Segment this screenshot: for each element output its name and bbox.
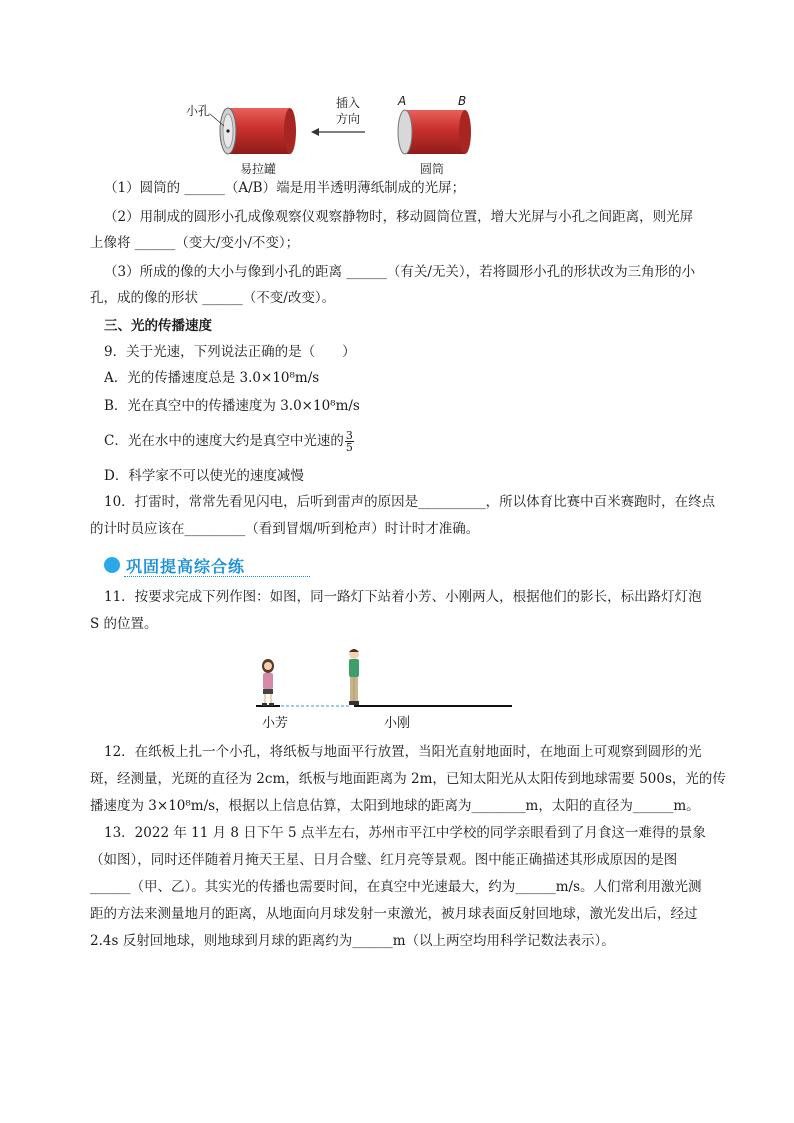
figure-pinhole-viewer xyxy=(180,88,480,176)
tube-label: 圆筒 xyxy=(420,162,445,176)
banner-underline xyxy=(124,576,310,577)
can-shape xyxy=(220,108,296,154)
tube-shape xyxy=(398,110,471,154)
q13-line4: 距的方法来测量地月的距离，从地面向月球发射一束激光，被月球表面反射回地球，激光发出后，经过 xyxy=(90,906,698,922)
q13-line2: （如图），同时还伴随着月掩天王星、日月合璧、红月亮等景观。图中能正确描述其形成原因的是图 xyxy=(90,852,678,868)
q10-line2: 的计时员应该在_________（看到冒烟/听到枪声）时计时才准确。 xyxy=(90,521,480,537)
can-label: 易拉罐 xyxy=(240,162,277,176)
q13-line3: ______（甲、乙）。其实光的传播也需要时间，在真空中光速最大，约为______m/s。人们常利用激光测 xyxy=(90,879,702,895)
q9-option-b: B．光在真空中的传播速度为 3.0×10⁸m/s xyxy=(104,398,360,414)
q9-option-d: D．科学家不可以使光的速度减慢 xyxy=(104,468,304,484)
q8-part1: （1）圆筒的 ______（A/B）端是用半透明薄纸制成的光屏； xyxy=(104,180,466,196)
q12-line1: 12．在纸板上扎一个小孔，将纸板与地面平行放置，当阳光直射地面时，在地面上可观察到圆形的光 xyxy=(104,744,702,760)
q13-line5: 2.4s 反射回地球，则地球到月球的距离约为______m（以上两空均用科学记数法表示）。 xyxy=(90,933,615,949)
end-b-label: B xyxy=(458,94,467,108)
arrow-label-direction: 方向 xyxy=(336,112,361,126)
q9-stem: 9．关于光速，下列说法正确的是（ ） xyxy=(104,344,356,360)
fraction-numerator: 3 xyxy=(345,429,353,442)
q9-option-c-text: C．光在水中的速度大约是真空中光速的 xyxy=(104,433,344,449)
q10-line1: 10．打雷时，常常先看见闪电，后听到雷声的原因是__________，所以体育比赛中百米赛跑时，在终点 xyxy=(104,494,716,510)
girl-figure xyxy=(262,659,274,706)
banner-title: 巩固提高综合练 xyxy=(126,557,246,576)
banner-dot-icon xyxy=(104,557,120,573)
q12-line2: 斑，经测量，光斑的直径为 2cm，纸板与地面距离为 2m，已知太阳光从太阳传到地球需要 500s，光的传 xyxy=(90,771,726,787)
q8-part2-line2: 上像将 ______（变大/变小/不变）； xyxy=(90,235,300,251)
end-a-label: A xyxy=(398,94,407,108)
hole-label: 小孔 xyxy=(186,104,211,118)
boy-label: 小刚 xyxy=(384,716,411,731)
fraction-denominator: 5 xyxy=(345,441,353,454)
q8-part3-line1: （3）所成的像的大小与像到小孔的距离 ______（有关/无关），若将圆形小孔的形状改为三角形的小 xyxy=(104,264,696,280)
q12-line3: 播速度为 3×10⁸m/s，根据以上信息估算，太阳到地球的距离为________m，太阳的直径为______m。 xyxy=(90,798,700,814)
arrow-label-insert: 插入 xyxy=(336,96,361,110)
figure-street-lamp-shadows xyxy=(250,640,520,732)
q9-option-a: A．光的传播速度总是 3.0×10⁸m/s xyxy=(104,370,320,386)
q8-part2-line1: （2）用制成的圆形小孔成像观察仪观察静物时，移动圆筒位置，增大光屏与小孔之间距离，则光屏 xyxy=(104,209,694,225)
q11-line1: 11．按要求完成下列作图：如图，同一路灯下站着小芳、小刚两人，根据他们的影长，标出路灯灯泡 xyxy=(104,589,702,605)
fraction-three-fifths xyxy=(345,430,354,453)
section-heading-light-speed: 三、光的传播速度 xyxy=(104,318,212,334)
q9-option-c xyxy=(104,430,354,453)
boy-figure xyxy=(349,649,359,705)
q11-line2: S 的位置。 xyxy=(90,616,158,632)
shadow-diagram xyxy=(250,640,520,710)
girl-label: 小芳 xyxy=(262,716,289,731)
q8-part3-line2: 孔，成的像的形状 ______（不变/改变）。 xyxy=(90,290,336,306)
q13-line1: 13．2022 年 11 月 8 日下午 5 点半左右，苏州市平江中学校的同学亲眼看到了月食这一难得的景象 xyxy=(104,825,706,841)
section-banner xyxy=(104,553,310,577)
